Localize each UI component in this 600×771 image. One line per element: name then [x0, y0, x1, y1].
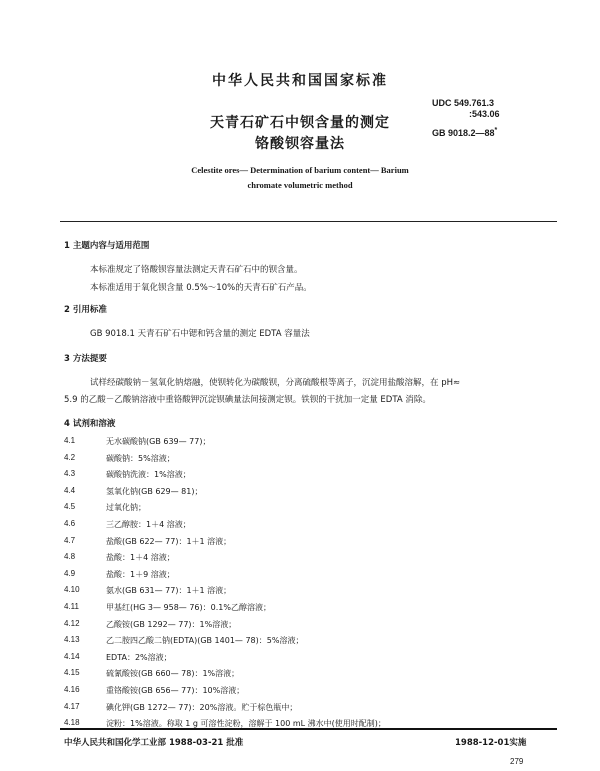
- approval-line: 中华人民共和国化学工业部 1988-03-21 批准: [64, 738, 244, 748]
- reagent-item-text: 盐酸(GB 622— 77)：1＋1 溶液；: [106, 536, 232, 546]
- reagent-item-text: 氨水(GB 631— 77)：1＋1 溶液；: [106, 586, 232, 596]
- reagent-item-text: 碘化钾(GB 1272— 77)：20%溶液。贮于棕色瓶中；: [106, 702, 298, 712]
- reagent-item-text: 硫氰酸铵(GB 660— 78)：1%溶液；: [106, 669, 240, 679]
- reagent-item-text: 碳酸钠：5%溶液；: [106, 453, 175, 463]
- reagent-number: 4.8: [64, 552, 76, 562]
- section-4-heading: 4 试剂和溶液: [64, 419, 116, 429]
- reagent-item-text: 淀粉：1%溶液。称取 1 g 可溶性淀粉，溶解于 100 mL 沸水中(使用时配制)；: [106, 719, 386, 729]
- reagent-number: 4.14: [64, 651, 80, 661]
- reagent-item-text: 乙酸铵(GB 1292— 77)：1%溶液；: [106, 619, 237, 629]
- reagent-item-text: 盐酸：1＋9 溶液；: [106, 569, 175, 579]
- reagent-number: 4.11: [64, 602, 79, 611]
- section-3-paragraph-line2: 5.9 的乙酸－乙酸钠溶液中重铬酸钾沉淀钡碘量法间接测定钡。铁钡的干扰加一定量 EDTA 消除。: [64, 395, 431, 405]
- reagent-item-text: 氢氧化钠(GB 629— 81)；: [106, 486, 203, 496]
- standard-name: 中华人民共和国国家标准: [212, 73, 388, 89]
- udc-code-line2: :543.06: [469, 109, 500, 119]
- reagent-item-text: 盐酸：1＋4 溶液；: [106, 553, 175, 563]
- reagent-number: 4.16: [64, 685, 80, 694]
- section-2-reference: GB 9018.1 天青石矿石中锶和钙含量的测定 EDTA 容量法: [90, 329, 310, 339]
- reagent-item-text: 乙二胺四乙酸二钠(EDTA)(GB 1401— 78)：5%溶液；: [106, 636, 304, 646]
- reagent-item-text: EDTA：2%溶液；: [106, 652, 172, 662]
- reagent-number: 4.18: [64, 718, 80, 728]
- reagent-item-text: 重铬酸铵(GB 656— 77)：10%溶液；: [106, 686, 245, 695]
- reagent-number: 4.3: [64, 469, 76, 479]
- reagent-number: 4.17: [64, 701, 80, 711]
- reagent-number: 4.4: [64, 485, 76, 495]
- reagent-number: 4.5: [64, 502, 76, 512]
- reagent-number: 4.15: [64, 668, 80, 678]
- reagent-number: 4.7: [64, 535, 76, 545]
- implementation-date: 1988-12-01实施: [455, 738, 527, 748]
- title-line2: 铬酸钡容量法: [255, 136, 345, 152]
- reagent-item-text: 甲基红(HG 3— 958— 76)：0.1%乙醇溶液；: [106, 603, 271, 612]
- footer-divider: [60, 728, 557, 730]
- reagent-number: 4.1: [64, 436, 76, 445]
- english-title-line1: Celestite ores— Determination of barium content— Barium: [191, 165, 409, 175]
- section-1-paragraph-1: 本标准规定了铬酸钡容量法测定天青石矿石中的钡含量。: [90, 265, 303, 275]
- reagent-number: 4.9: [64, 568, 76, 578]
- gb-number-text: GB 9018.2—88: [432, 128, 495, 138]
- reagent-number: 4.12: [64, 618, 80, 628]
- section-3-heading: 3 方法提要: [64, 354, 107, 364]
- reagent-item-text: 三乙醇胺：1＋4 溶液；: [106, 520, 191, 529]
- reagent-number: 4.10: [64, 585, 80, 595]
- section-1-paragraph-2: 本标准适用于氧化钡含量 0.5%～10%的天青石矿石产品。: [90, 283, 312, 293]
- reagent-item-text: 碳酸钠洗液：1%溶液；: [106, 470, 191, 480]
- reagent-number: 4.2: [64, 452, 76, 462]
- udc-code-line1: UDC 549.761.3: [432, 98, 495, 108]
- page-number: 279: [510, 757, 524, 766]
- section-3-paragraph-line1: 试样经碳酸钠－氢氧化钠熔融，使钡转化为碳酸钡，分离硫酸根等离子，沉淀用盐酸溶解，在 pH≈: [90, 378, 461, 388]
- reagent-item-text: 过氧化钠；: [106, 503, 146, 513]
- header-divider: [60, 221, 557, 222]
- reagent-number: 4.6: [64, 519, 76, 528]
- gb-number-mark: *: [494, 127, 498, 134]
- title-line1: 天青石矿石中钡含量的测定: [210, 115, 390, 131]
- english-title-line2: chromate volumetric method: [247, 180, 353, 190]
- section-1-heading: 1 主题内容与适用范围: [64, 241, 150, 251]
- reagent-item-text: 无水碳酸钠(GB 639— 77)；: [106, 437, 211, 446]
- section-2-heading: 2 引用标准: [64, 305, 107, 315]
- reagent-number: 4.13: [64, 635, 80, 645]
